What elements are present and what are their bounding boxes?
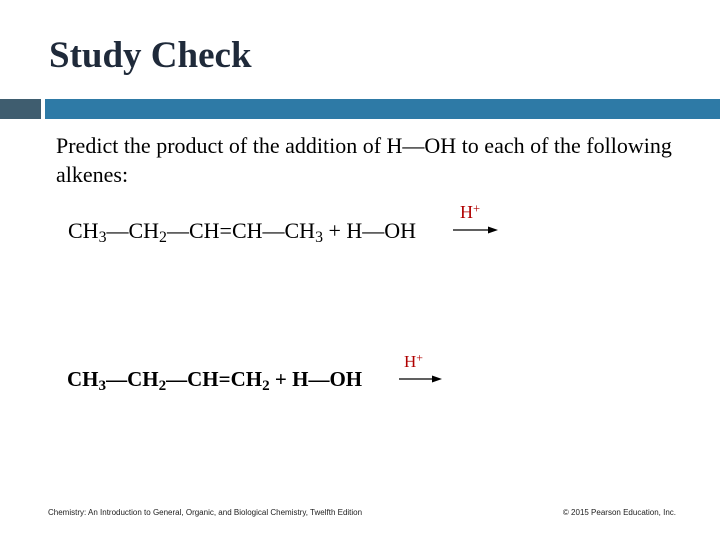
question-prompt: Predict the product of the addition of H—OH to each of the following alkenes: — [56, 133, 672, 187]
reaction-arrow-icon — [452, 224, 500, 236]
reaction-2-catalyst — [404, 352, 423, 372]
reaction-2-equation — [67, 367, 362, 392]
reaction-2-subscript: 3 — [98, 377, 107, 394]
reaction-1-equation — [68, 218, 416, 244]
footer-copyright: © 2015 Pearson Education, Inc. — [562, 508, 676, 517]
catalyst-charge: + — [473, 201, 481, 216]
reaction-2-part: CH — [67, 367, 99, 391]
catalyst-charge: + — [416, 350, 423, 365]
footer-book-title: Chemistry: An Introduction to General, Organic, and Biological Chemistry, Twelfth Edition — [48, 508, 363, 517]
reaction-1-catalyst — [460, 202, 480, 223]
reaction-1-subscript: 2 — [159, 228, 167, 246]
reaction-1-part: + H—OH — [322, 218, 417, 243]
reaction-2-subscript: 2 — [262, 377, 270, 394]
reaction-1-part: CH — [68, 218, 99, 243]
catalyst-symbol: H — [460, 202, 473, 222]
accent-bar — [45, 99, 720, 119]
accent-square — [0, 99, 41, 119]
reaction-2-part: —CH=CH — [166, 367, 263, 391]
reaction-1-part: —CH — [106, 218, 160, 243]
reaction-1-subscript: 3 — [315, 228, 323, 246]
reaction-2-part: + H—OH — [269, 367, 363, 391]
catalyst-symbol: H — [404, 352, 417, 371]
reaction-2-subscript: 2 — [158, 377, 167, 394]
reaction-1-subscript: 3 — [98, 228, 107, 246]
reaction-1-part: —CH=CH—CH — [166, 218, 316, 243]
slide-title: Study Check — [49, 35, 252, 76]
reaction-arrow-icon — [398, 373, 446, 385]
reaction-2-part: —CH — [106, 367, 159, 391]
